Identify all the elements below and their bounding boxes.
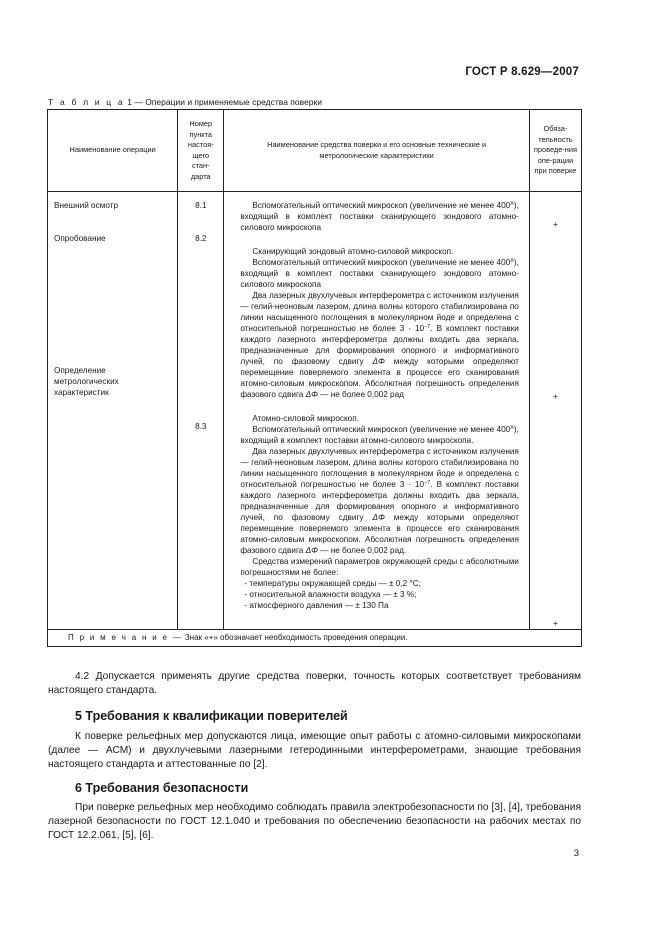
- mandatory-cell: [529, 192, 581, 630]
- means-8-2-afm: Сканирующий зондовый атомно-силовой микроскоп.: [252, 247, 454, 256]
- section-5-text: К поверке рельефных мер допускаются лица, имеющие опыт работы с атомно-силовыми микроскопами (далее — АСМ) и двухлучевыми лазерными гетеродинными интерферометрами, знающие требования настоящего стандарта и аттестованные по [2].: [48, 731, 581, 771]
- req-8-3: +: [553, 619, 558, 628]
- means-8-3-afm: Атомно-силовой микроскоп.: [252, 414, 359, 423]
- table-header-row: [48, 110, 582, 192]
- env-humidity: - относительной влажности воздуха — ± 3 %;: [244, 590, 417, 599]
- op-testing: Опробование: [54, 234, 106, 243]
- verification-table: [47, 109, 582, 647]
- header-clause-number: Номер пункта настоя-щего стан-дарта: [178, 110, 224, 192]
- num-8-1: 8.1: [195, 201, 207, 210]
- num-8-2: 8.2: [195, 234, 207, 243]
- num-8-3: 8.3: [195, 422, 207, 431]
- section-6-text: При поверке рельефных мер необходимо соблюдать правила электробезопасности по [3], [4], требования лазерной безопасности по ГОСТ 12.1.040 и требования по обеспечению безопасности на рабочих местах по ГОСТ 12.2.061, [5], [6].: [48, 802, 581, 842]
- req-8-2: +: [553, 392, 558, 401]
- page-number: 3: [573, 848, 579, 859]
- header-operation: Наименование операции: [48, 110, 178, 192]
- table-note: П р и м е ч а н и е — Знак «+» обозначает необходимость проведения операции.: [48, 630, 582, 647]
- clause-cell: [178, 192, 224, 630]
- req-8-1: +: [553, 220, 558, 229]
- means-8-3-env: Средства измерений параметров окружающей среды с абсолютными погрешностями не более:: [240, 557, 519, 577]
- section-5-title: 5 Требования к квалификации поверителей: [75, 709, 348, 723]
- means-8-3-optical: Вспомогательный оптический микроскоп (увеличение не менее $400^X$), входящий в комплект поставки атомно-силового микроскопа.: [240, 425, 519, 445]
- document-header-id: ГОСТ Р 8.629—2007: [465, 66, 579, 78]
- table-caption: [48, 97, 322, 107]
- op-metrological: Определение метрологических характеристик: [54, 366, 119, 397]
- table-note-row: [48, 630, 582, 647]
- means-8-1: Вспомогательный оптический микроскоп (увеличение не менее $400^X$), входящий в комплект поставки сканирующего зондового атомно-силового микроскопа: [240, 201, 519, 232]
- table-caption-prefix: Т а б л и ц а: [48, 97, 125, 107]
- means-cell: [224, 192, 530, 630]
- means-8-2-optical: Вспомогательный оптический микроскоп (увеличение не менее $400^X$), входящий в комплект поставки сканирующего зондового атомно-силового микроскопа: [240, 258, 519, 289]
- section-6-title: 6 Требования безопасности: [75, 781, 249, 795]
- operation-cell: [48, 192, 178, 630]
- header-means: Наименование средства поверки и его основные технические и метрологические характеристики: [224, 110, 530, 192]
- table-body-row: [48, 192, 582, 630]
- paragraph-4-2: 4.2 Допускается применять другие средства поверки, точность которых соответствует требованиям настоящего стандарта.: [48, 671, 581, 697]
- means-8-2-interferometer: Два лазерных двухлучевых интерферометра с источником излучения — гелий-неоновым лазером, длина волны которого стабилизирована по линии насыщенного поглощения в молекулярном йоде и определена с относительной погрешностью не более $3 \cdot 10^{-7}$. В комплект поставки каждого лазерного интерферометра должны входить два зеркала, предназначенные для формирования опорного и информативного лучей, по фазовому сдвигу ΔΦ между которыми определяют перемещение поверяемого элемента в процессе его сканирования атомно-силовым микроскопом. Абсолютная погрешность определения фазового сдвига ΔΦ — не более 0,002 рад: [240, 291, 519, 399]
- op-visual-inspection: Внешний осмотр: [54, 201, 119, 210]
- env-temperature: - температуры окружающей среды — ± 0,2 °С;: [244, 579, 421, 588]
- means-8-3-interferometer: Два лазерных двухлучевых интерферометра с источником излучения — гелий-неоновым лазером, длина волны которого стабилизирована по линии насыщенного поглощения в молекулярном йоде и определена с относительной погрешностью не более $3 \cdot 10^{-7}$. В комплект поставки каждого лазерного интерферометра должны входить два зеркала, предназначенные для формирования опорного и информативного лучей, по фазовому сдвигу ΔΦ между которыми определяют перемещение поверяемого элемента в процессе его сканирования атомно-силовым микроскопом. Абсолютная погрешность определения фазового сдвига ΔΦ — не более 0,002 рад.: [240, 447, 519, 555]
- header-mandatory: Обяза-тельность проведе-ния опе-рации при поверке: [529, 110, 581, 192]
- table-caption-text: 1 — Операции и применяемые средства поверки: [127, 97, 322, 107]
- env-pressure: - атмосферного давления — ± 130 Па: [244, 601, 389, 610]
